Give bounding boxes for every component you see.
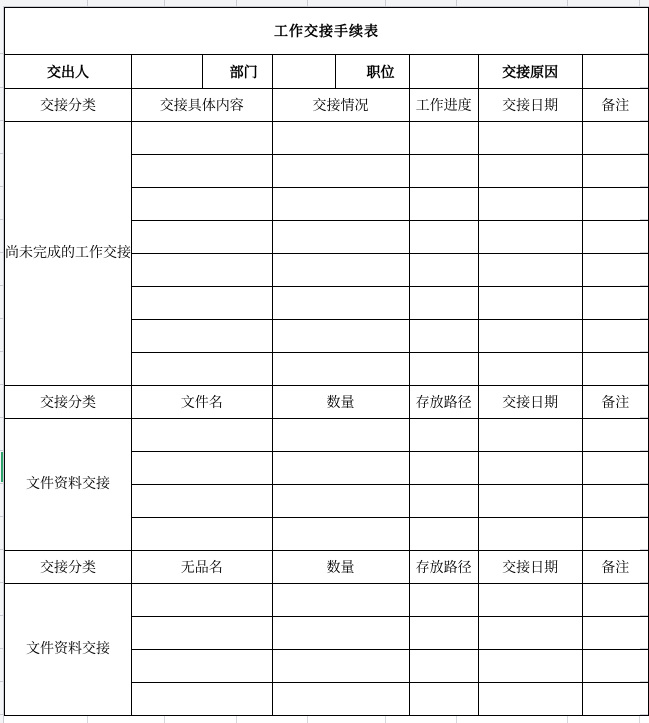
handover-person-field[interactable] — [132, 55, 203, 89]
data-cell[interactable] — [582, 617, 648, 650]
data-cell[interactable] — [582, 584, 648, 617]
data-cell[interactable] — [478, 155, 582, 188]
data-cell[interactable] — [132, 485, 273, 518]
column-header: 交接分类 — [5, 89, 132, 122]
column-divider[interactable] — [307, 0, 308, 6]
row-divider[interactable] — [0, 87, 3, 88]
data-cell[interactable] — [478, 584, 582, 617]
position-label: 职位 — [335, 55, 409, 89]
column-divider[interactable] — [236, 0, 237, 6]
table-row — [5, 419, 649, 452]
data-cell[interactable] — [272, 353, 409, 386]
data-cell[interactable] — [272, 221, 409, 254]
column-header: 交接日期 — [478, 386, 582, 419]
row-divider[interactable] — [0, 615, 3, 616]
handover-person-label: 交出人 — [5, 55, 132, 89]
data-cell[interactable] — [582, 254, 648, 287]
column-header: 备注 — [582, 386, 648, 419]
data-cell[interactable] — [478, 650, 582, 683]
column-header: 工作进度 — [409, 89, 478, 122]
data-cell[interactable] — [409, 353, 478, 386]
data-cell[interactable] — [132, 221, 273, 254]
data-cell[interactable] — [409, 254, 478, 287]
title-row — [5, 8, 649, 55]
data-cell[interactable] — [409, 188, 478, 221]
data-cell[interactable] — [272, 287, 409, 320]
data-cell[interactable] — [132, 683, 273, 716]
data-cell[interactable] — [409, 650, 478, 683]
data-cell[interactable] — [582, 122, 648, 155]
position-field[interactable] — [409, 55, 478, 89]
data-cell[interactable] — [478, 683, 582, 716]
data-cell[interactable] — [478, 419, 582, 452]
data-cell[interactable] — [409, 584, 478, 617]
data-cell[interactable] — [272, 155, 409, 188]
data-cell[interactable] — [582, 650, 648, 683]
column-divider[interactable] — [87, 0, 88, 6]
table-row — [5, 122, 649, 155]
data-cell[interactable] — [582, 221, 648, 254]
column-header: 存放路径 — [409, 551, 478, 584]
data-cell[interactable] — [582, 320, 648, 353]
column-divider[interactable] — [456, 0, 457, 6]
data-cell[interactable] — [478, 188, 582, 221]
data-cell[interactable] — [272, 683, 409, 716]
data-cell[interactable] — [409, 683, 478, 716]
section-3-header-row — [5, 551, 649, 584]
column-header: 数量 — [272, 386, 409, 419]
row-divider[interactable] — [0, 219, 3, 220]
row-divider[interactable] — [0, 549, 3, 550]
row-divider[interactable] — [0, 681, 3, 682]
data-cell[interactable] — [132, 320, 273, 353]
data-cell[interactable] — [582, 155, 648, 188]
data-cell[interactable] — [272, 419, 409, 452]
form-title: 工作交接手续表 — [5, 8, 649, 55]
data-cell[interactable] — [582, 287, 648, 320]
row-divider[interactable] — [0, 53, 3, 54]
data-cell[interactable] — [582, 518, 648, 551]
column-divider[interactable] — [164, 0, 165, 6]
data-cell[interactable] — [478, 485, 582, 518]
data-cell[interactable] — [582, 419, 648, 452]
handover-form-table — [4, 7, 649, 716]
column-divider[interactable] — [385, 0, 386, 6]
column-header: 无品名 — [132, 551, 273, 584]
column-divider[interactable] — [567, 0, 568, 6]
data-cell[interactable] — [132, 353, 273, 386]
department-label: 部门 — [202, 55, 272, 89]
row-divider[interactable] — [0, 252, 3, 253]
active-row-indicator — [1, 452, 3, 482]
column-header: 交接日期 — [478, 551, 582, 584]
data-cell[interactable] — [478, 287, 582, 320]
row-divider[interactable] — [0, 450, 3, 451]
data-cell[interactable] — [272, 320, 409, 353]
data-cell[interactable] — [272, 617, 409, 650]
row-divider[interactable] — [0, 285, 3, 286]
data-cell[interactable] — [478, 254, 582, 287]
data-cell[interactable] — [272, 254, 409, 287]
data-cell[interactable] — [409, 518, 478, 551]
column-header: 交接日期 — [478, 89, 582, 122]
data-cell[interactable] — [132, 584, 273, 617]
row-divider[interactable] — [0, 417, 3, 418]
column-header: 存放路径 — [409, 386, 478, 419]
section-2-header-row — [5, 386, 649, 419]
data-cell[interactable] — [132, 188, 273, 221]
data-cell[interactable] — [478, 353, 582, 386]
data-cell[interactable] — [272, 518, 409, 551]
column-header: 文件名 — [132, 386, 273, 419]
table-row — [5, 584, 649, 617]
row-divider[interactable] — [0, 318, 3, 319]
data-cell[interactable] — [409, 419, 478, 452]
column-header: 数量 — [272, 551, 409, 584]
row-divider[interactable] — [0, 516, 3, 517]
data-cell[interactable] — [272, 485, 409, 518]
data-cell[interactable] — [272, 650, 409, 683]
category-cell: 文件资料交接 — [5, 419, 132, 551]
column-header-strip — [0, 0, 649, 7]
data-cell[interactable] — [409, 287, 478, 320]
data-cell[interactable] — [272, 584, 409, 617]
data-cell[interactable] — [132, 254, 273, 287]
data-cell[interactable] — [478, 221, 582, 254]
data-cell[interactable] — [132, 419, 273, 452]
data-cell[interactable] — [409, 320, 478, 353]
data-cell[interactable] — [582, 353, 648, 386]
data-cell[interactable] — [478, 617, 582, 650]
data-cell[interactable] — [272, 452, 409, 485]
data-cell[interactable] — [582, 452, 648, 485]
row-divider[interactable] — [0, 582, 3, 583]
row-divider[interactable] — [0, 384, 3, 385]
data-cell[interactable] — [409, 122, 478, 155]
data-cell[interactable] — [272, 122, 409, 155]
category-cell: 尚未完成的工作交接 — [5, 122, 132, 386]
column-header: 备注 — [582, 89, 648, 122]
category-cell: 文件资料交接 — [5, 584, 132, 716]
data-cell[interactable] — [478, 320, 582, 353]
bottom-gridlines — [0, 716, 649, 723]
row-divider[interactable] — [0, 120, 3, 121]
row-divider[interactable] — [0, 714, 3, 715]
data-cell[interactable] — [478, 452, 582, 485]
data-cell[interactable] — [409, 452, 478, 485]
data-cell[interactable] — [132, 518, 273, 551]
section-1-header-row — [5, 89, 649, 122]
data-cell[interactable] — [582, 683, 648, 716]
column-header: 备注 — [582, 551, 648, 584]
reason-field[interactable] — [582, 55, 648, 89]
row-divider[interactable] — [0, 648, 3, 649]
data-cell[interactable] — [478, 122, 582, 155]
data-cell[interactable] — [132, 287, 273, 320]
column-header: 交接分类 — [5, 386, 132, 419]
data-cell[interactable] — [409, 485, 478, 518]
data-cell[interactable] — [582, 485, 648, 518]
data-cell[interactable] — [132, 122, 273, 155]
data-cell[interactable] — [409, 155, 478, 188]
data-cell[interactable] — [582, 188, 648, 221]
reason-label: 交接原因 — [478, 55, 582, 89]
department-field[interactable] — [272, 55, 335, 89]
data-cell[interactable] — [132, 155, 273, 188]
row-divider[interactable] — [0, 351, 3, 352]
data-cell[interactable] — [272, 188, 409, 221]
column-header: 交接情况 — [272, 89, 409, 122]
row-divider[interactable] — [0, 186, 3, 187]
row-divider[interactable] — [0, 483, 3, 484]
info-row — [5, 55, 649, 89]
data-cell[interactable] — [132, 452, 273, 485]
column-header: 交接具体内容 — [132, 89, 273, 122]
data-cell[interactable] — [132, 617, 273, 650]
data-cell[interactable] — [132, 650, 273, 683]
data-cell[interactable] — [478, 518, 582, 551]
data-cell[interactable] — [409, 221, 478, 254]
row-divider[interactable] — [0, 153, 3, 154]
column-header: 交接分类 — [5, 551, 132, 584]
data-cell[interactable] — [409, 617, 478, 650]
